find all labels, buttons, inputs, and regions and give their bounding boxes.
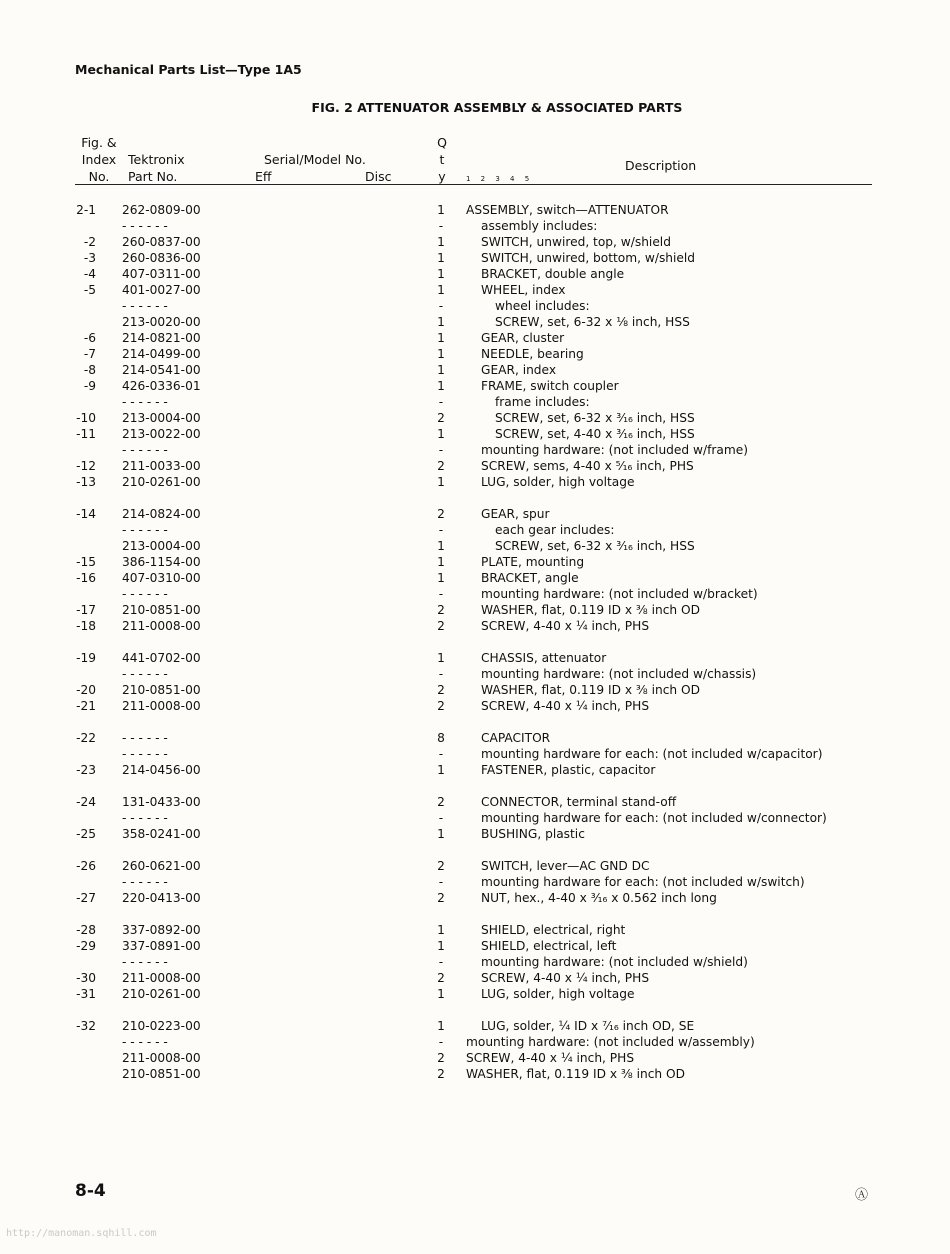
table-row (0, 810, 950, 826)
description: CONNECTOR, terminal stand-off (481, 795, 677, 809)
description: assembly includes: (481, 219, 598, 233)
description: SCREW, 4-40 x ¼ inch, PHS (481, 699, 650, 713)
description: FASTENER, plastic, capacitor (481, 763, 656, 777)
fig-index: -7 (83, 347, 96, 361)
fig-index: -6 (83, 331, 96, 345)
part-number: 337-0892-00 (122, 923, 201, 937)
part-number: 262-0809-00 (122, 203, 201, 217)
fig-index: -25 (76, 827, 96, 841)
description: WHEEL, index (481, 283, 566, 297)
quantity: 1 (437, 331, 445, 345)
quantity: 2 (437, 795, 445, 809)
fig-index: -26 (76, 859, 96, 873)
table-row (0, 730, 950, 746)
quantity: 1 (437, 475, 445, 489)
description: SCREW, sems, 4-40 x ⁵⁄₁₆ inch, PHS (481, 459, 694, 473)
table-row (0, 650, 950, 666)
description: SCREW, set, 6-32 x ⅛ inch, HSS (495, 315, 690, 329)
description: WASHER, flat, 0.119 ID x ⅜ inch OD (466, 1067, 685, 1081)
table-row (0, 826, 950, 842)
quantity: - (438, 667, 444, 681)
description: mounting hardware for each: (not included w/capacitor) (481, 747, 823, 761)
part-number: 337-0891-00 (122, 939, 201, 953)
part-number: 214-0821-00 (122, 331, 201, 345)
fig-index: -3 (83, 251, 96, 265)
fig-index: -10 (76, 411, 96, 425)
description: BRACKET, double angle (481, 267, 625, 281)
table-row (0, 762, 950, 778)
quantity: 1 (437, 539, 445, 553)
description: CHASSIS, attenuator (481, 651, 607, 665)
description: mounting hardware for each: (not included w/connector) (481, 811, 827, 825)
page-number: 8-4 (75, 1181, 106, 1201)
table-row (0, 794, 950, 810)
description: BRACKET, angle (481, 571, 579, 585)
description: SCREW, 4-40 x ¼ inch, PHS (466, 1051, 635, 1065)
fig-index: -5 (83, 283, 96, 297)
fig-index: -16 (76, 571, 96, 585)
description: LUG, solder, ¼ ID x ⁷⁄₁₆ inch OD, SE (481, 1019, 695, 1033)
table-row (0, 586, 950, 602)
table-row (0, 282, 950, 298)
quantity: 8 (437, 731, 445, 745)
description: LUG, solder, high voltage (481, 987, 635, 1001)
quantity: 1 (437, 315, 445, 329)
description: ASSEMBLY, switch—ATTENUATOR (466, 203, 669, 217)
quantity: 1 (437, 347, 445, 361)
part-number: 214-0824-00 (122, 507, 201, 521)
fig-index: -28 (76, 923, 96, 937)
table-row (0, 986, 950, 1002)
part-number: 260-0621-00 (122, 859, 201, 873)
part-number: - - - - - - (122, 875, 168, 889)
quantity: 1 (437, 267, 445, 281)
table-row (0, 314, 950, 330)
description: mounting hardware: (not included w/frame) (481, 443, 748, 457)
quantity: 2 (437, 891, 445, 905)
table-row (0, 410, 950, 426)
fig-index: -22 (76, 731, 96, 745)
quantity: 1 (437, 571, 445, 585)
part-number: 407-0311-00 (122, 267, 201, 281)
fig-index: -24 (76, 795, 96, 809)
fig-index: -17 (76, 603, 96, 617)
table-row (0, 346, 950, 362)
quantity: 2 (437, 699, 445, 713)
fig-index: 2-1 (76, 203, 96, 217)
table-row (0, 506, 950, 522)
fig-index: -20 (76, 683, 96, 697)
fig-index: -13 (76, 475, 96, 489)
fig-index: -18 (76, 619, 96, 633)
description: SCREW, set, 4-40 x ³⁄₁₆ inch, HSS (495, 427, 695, 441)
description: SHIELD, electrical, left (481, 939, 617, 953)
table-row (0, 666, 950, 682)
quantity: - (438, 219, 444, 233)
part-number: - - - - - - (122, 667, 168, 681)
description: NEEDLE, bearing (481, 347, 584, 361)
table-row (0, 554, 950, 570)
part-number: 131-0433-00 (122, 795, 201, 809)
quantity: 1 (437, 923, 445, 937)
col-qty: Q t y (437, 135, 447, 184)
part-number: - - - - - - (122, 395, 168, 409)
part-number: 210-0261-00 (122, 987, 201, 1001)
fig-index: -8 (83, 363, 96, 377)
col-serial: Serial/Model No. (264, 152, 366, 167)
description: mounting hardware: (not included w/bracket) (481, 587, 758, 601)
description: SWITCH, unwired, top, w/shield (481, 235, 671, 249)
description: each gear includes: (495, 523, 615, 537)
part-number: - - - - - - (122, 219, 168, 233)
page-header: Mechanical Parts List—Type 1A5 (75, 62, 302, 77)
table-row (0, 858, 950, 874)
part-number: 210-0851-00 (122, 1067, 201, 1081)
fig-index: -11 (76, 427, 96, 441)
quantity: 2 (437, 619, 445, 633)
table-row (0, 250, 950, 266)
fig-index: -21 (76, 699, 96, 713)
fig-index: -23 (76, 763, 96, 777)
table-row (0, 458, 950, 474)
part-number: - - - - - - (122, 811, 168, 825)
table-row (0, 202, 950, 218)
part-number: 401-0027-00 (122, 283, 201, 297)
col-description: Description (625, 158, 697, 173)
quantity: 1 (437, 987, 445, 1001)
part-number: - - - - - - (122, 523, 168, 537)
quantity: - (438, 747, 444, 761)
quantity: 2 (437, 683, 445, 697)
quantity: 1 (437, 379, 445, 393)
table-row (0, 362, 950, 378)
col-eff: Eff (255, 169, 272, 184)
table-row (0, 298, 950, 314)
quantity: 1 (437, 203, 445, 217)
parts-list (0, 202, 950, 1082)
part-number: 213-0020-00 (122, 315, 201, 329)
part-number: 407-0310-00 (122, 571, 201, 585)
indent-levels: 1 2 3 4 5 (466, 175, 534, 183)
description: PLATE, mounting (481, 555, 585, 569)
fig-index: -15 (76, 555, 96, 569)
part-number: 213-0004-00 (122, 539, 201, 553)
table-row (0, 426, 950, 442)
part-number: - - - - - - (122, 1035, 168, 1049)
description: mounting hardware: (not included w/chassis) (481, 667, 757, 681)
description: mounting hardware: (not included w/assembly) (466, 1035, 755, 1049)
table-row (0, 330, 950, 346)
fig-index: -30 (76, 971, 96, 985)
fig-index: -29 (76, 939, 96, 953)
part-number: 210-0261-00 (122, 475, 201, 489)
quantity: - (438, 299, 444, 313)
part-number: 358-0241-00 (122, 827, 201, 841)
part-number: - - - - - - (122, 299, 168, 313)
quantity: - (438, 955, 444, 969)
description: mounting hardware for each: (not included w/switch) (481, 875, 805, 889)
table-row (0, 538, 950, 554)
description: BUSHING, plastic (481, 827, 585, 841)
part-number: 211-0008-00 (122, 699, 201, 713)
description: SCREW, set, 6-32 x ³⁄₁₆ inch, HSS (495, 411, 695, 425)
part-number: 210-0851-00 (122, 683, 201, 697)
description: SCREW, 4-40 x ¼ inch, PHS (481, 619, 650, 633)
description: CAPACITOR (481, 731, 551, 745)
table-row (0, 234, 950, 250)
quantity: - (438, 443, 444, 457)
figure-title: FIG. 2 ATTENUATOR ASSEMBLY & ASSOCIATED PARTS (311, 100, 683, 115)
part-number: 211-0008-00 (122, 971, 201, 985)
quantity: 2 (437, 1067, 445, 1081)
description: SCREW, 4-40 x ¼ inch, PHS (481, 971, 650, 985)
description: wheel includes: (495, 299, 590, 313)
table-row (0, 1018, 950, 1034)
part-number: - - - - - - (122, 587, 168, 601)
description: FRAME, switch coupler (481, 379, 619, 393)
table-row (0, 938, 950, 954)
table-row (0, 602, 950, 618)
description: SWITCH, lever—AC GND DC (481, 859, 650, 873)
part-number: 211-0033-00 (122, 459, 201, 473)
fig-index: -12 (76, 459, 96, 473)
quantity: 2 (437, 859, 445, 873)
part-number: 386-1154-00 (122, 555, 201, 569)
table-row (0, 1066, 950, 1082)
quantity: 1 (437, 939, 445, 953)
table-row (0, 970, 950, 986)
description: WASHER, flat, 0.119 ID x ⅜ inch OD (481, 603, 700, 617)
quantity: 1 (437, 1019, 445, 1033)
quantity: - (438, 587, 444, 601)
description: SCREW, set, 6-32 x ³⁄₁₆ inch, HSS (495, 539, 695, 553)
col-tek-part: Tektronix Part No. (128, 152, 185, 184)
part-number: - - - - - - (122, 731, 168, 745)
part-number: 211-0008-00 (122, 619, 201, 633)
quantity: 1 (437, 363, 445, 377)
table-row (0, 922, 950, 938)
fig-index: -32 (76, 1019, 96, 1033)
col-fig-index: Fig. & Index No. (81, 135, 117, 184)
part-number: 214-0499-00 (122, 347, 201, 361)
table-row (0, 954, 950, 970)
table-row (0, 1034, 950, 1050)
part-number: 260-0837-00 (122, 235, 201, 249)
quantity: 1 (437, 827, 445, 841)
quantity: - (438, 1035, 444, 1049)
description: SWITCH, unwired, bottom, w/shield (481, 251, 696, 265)
quantity: 1 (437, 651, 445, 665)
description: GEAR, index (481, 363, 557, 377)
fig-index: -31 (76, 987, 96, 1001)
fig-index: -27 (76, 891, 96, 905)
description: frame includes: (495, 395, 590, 409)
table-row (0, 698, 950, 714)
table-row (0, 746, 950, 762)
quantity: 1 (437, 251, 445, 265)
fig-index: -9 (83, 379, 96, 393)
fig-index: -19 (76, 651, 96, 665)
table-row (0, 218, 950, 234)
description: mounting hardware: (not included w/shield) (481, 955, 748, 969)
quantity: 2 (437, 459, 445, 473)
description: WASHER, flat, 0.119 ID x ⅜ inch OD (481, 683, 700, 697)
table-row (0, 394, 950, 410)
revision-mark: Ⓐ (855, 1188, 869, 1203)
table-row (0, 1050, 950, 1066)
part-number: 211-0008-00 (122, 1051, 201, 1065)
quantity: - (438, 875, 444, 889)
source-watermark: http://manoman.sqhill.com (6, 1228, 157, 1239)
header-rule (75, 184, 872, 185)
part-number: 210-0851-00 (122, 603, 201, 617)
part-number: 426-0336-01 (122, 379, 201, 393)
part-number: 441-0702-00 (122, 651, 201, 665)
part-number: - - - - - - (122, 747, 168, 761)
description: NUT, hex., 4-40 x ³⁄₁₆ x 0.562 inch long (481, 891, 717, 905)
part-number: 213-0004-00 (122, 411, 201, 425)
fig-index: -2 (83, 235, 96, 249)
table-row (0, 442, 950, 458)
part-number: 260-0836-00 (122, 251, 201, 265)
table-row (0, 474, 950, 490)
description: GEAR, cluster (481, 331, 565, 345)
fig-index: -14 (76, 507, 96, 521)
table-row (0, 378, 950, 394)
quantity: 2 (437, 971, 445, 985)
quantity: 2 (437, 603, 445, 617)
table-row (0, 874, 950, 890)
quantity: 1 (437, 427, 445, 441)
table-row (0, 266, 950, 282)
quantity: 1 (437, 555, 445, 569)
quantity: - (438, 523, 444, 537)
quantity: 1 (437, 235, 445, 249)
quantity: 1 (437, 283, 445, 297)
table-row (0, 682, 950, 698)
quantity: - (438, 811, 444, 825)
table-row (0, 890, 950, 906)
part-number: 220-0413-00 (122, 891, 201, 905)
part-number: 213-0022-00 (122, 427, 201, 441)
col-disc: Disc (365, 169, 392, 184)
quantity: 2 (437, 1051, 445, 1065)
part-number: 210-0223-00 (122, 1019, 201, 1033)
description: GEAR, spur (481, 507, 550, 521)
description: LUG, solder, high voltage (481, 475, 635, 489)
quantity: 2 (437, 411, 445, 425)
description: SHIELD, electrical, right (481, 923, 626, 937)
part-number: - - - - - - (122, 955, 168, 969)
part-number: 214-0456-00 (122, 763, 201, 777)
part-number: 214-0541-00 (122, 363, 201, 377)
table-row (0, 618, 950, 634)
table-row (0, 570, 950, 586)
quantity: - (438, 395, 444, 409)
part-number: - - - - - - (122, 443, 168, 457)
quantity: 1 (437, 763, 445, 777)
quantity: 2 (437, 507, 445, 521)
table-row (0, 522, 950, 538)
fig-index: -4 (83, 267, 96, 281)
